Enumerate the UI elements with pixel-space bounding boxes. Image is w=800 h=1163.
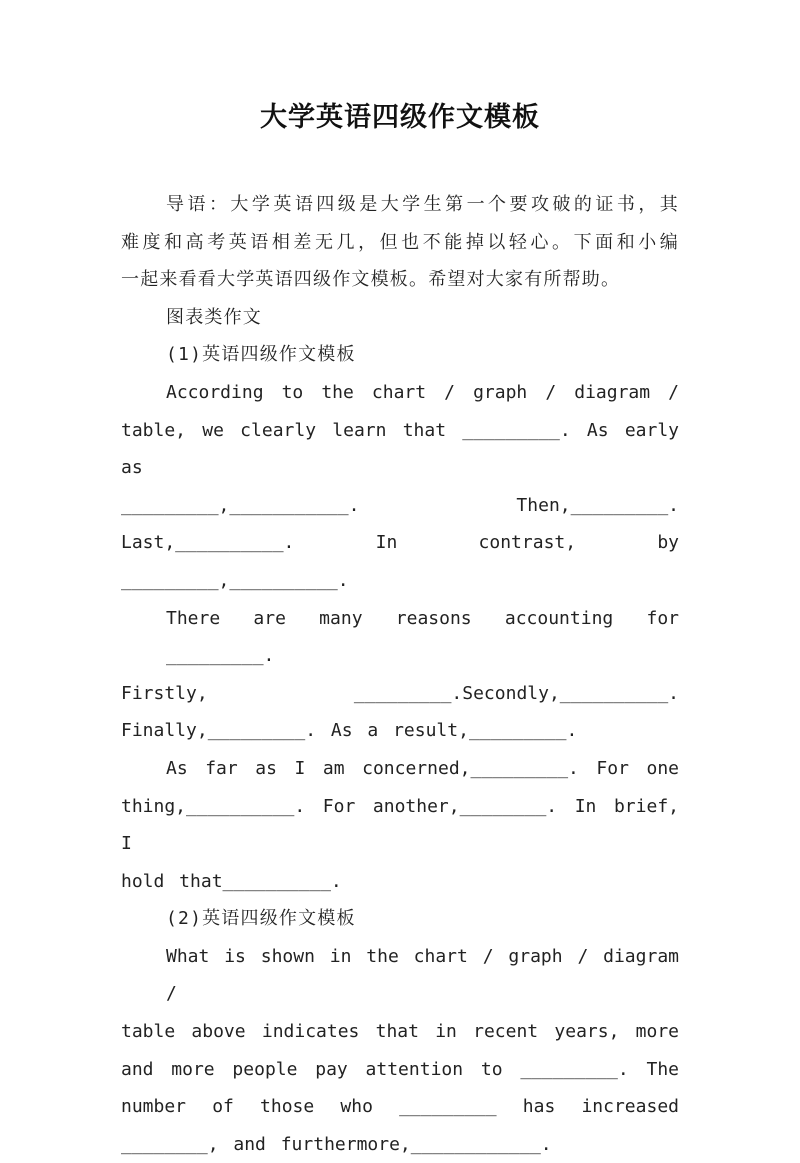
text-line: _________,___________. Then,_________.: [121, 494, 679, 516]
text-line: number of those who _________ has increased: [121, 1096, 679, 1118]
template1-heading: (1)英语四级作文模板: [166, 344, 356, 366]
text-line: table, we clearly learn that _________. As early as: [121, 419, 679, 479]
text-line: Finally,_________. As a result,_________.: [121, 720, 578, 742]
intro-line: 一起来看看大学英语四级作文模板。希望对大家有所帮助。: [121, 269, 621, 291]
text-line: ________, and furthermore,____________.: [121, 1133, 552, 1155]
text-line: and more people pay attention to _________. The: [121, 1058, 679, 1080]
text-line: Firstly, _________.Secondly,__________.: [121, 682, 679, 704]
intro-line: 导语：大学英语四级是大学生第一个要攻破的证书，其: [166, 194, 679, 215]
section-heading: 图表类作文: [166, 306, 262, 328]
text-line: thing,__________. For another,________. In brief, I: [121, 795, 679, 855]
intro-paragraph: [121, 186, 679, 299]
template2-paragraph-1: [121, 938, 679, 1163]
text-line: _________,__________.: [121, 569, 349, 591]
text-line: As far as I am concerned,_________. For one: [166, 757, 679, 779]
text-line: hold that__________.: [121, 870, 342, 892]
text-line: According to the chart / graph / diagram /: [166, 381, 679, 403]
page-title: 大学英语四级作文模板: [260, 102, 540, 133]
text-line: table above indicates that in recent years, more: [121, 1021, 679, 1043]
template1-paragraph-1: [121, 374, 679, 600]
text-line: Last,__________. In contrast, by: [121, 532, 679, 554]
document-body: [121, 186, 679, 1163]
template1-paragraph-2: [121, 600, 679, 750]
intro-line: 难度和高考英语相差无几，但也不能掉以轻心。下面和小编: [121, 231, 679, 253]
text-line: There are many reasons accounting for _________.: [166, 607, 679, 667]
template2-heading: (2)英语四级作文模板: [166, 908, 356, 930]
text-line: What is shown in the chart / graph / diagram /: [166, 945, 679, 1005]
template1-paragraph-3: [121, 750, 679, 900]
